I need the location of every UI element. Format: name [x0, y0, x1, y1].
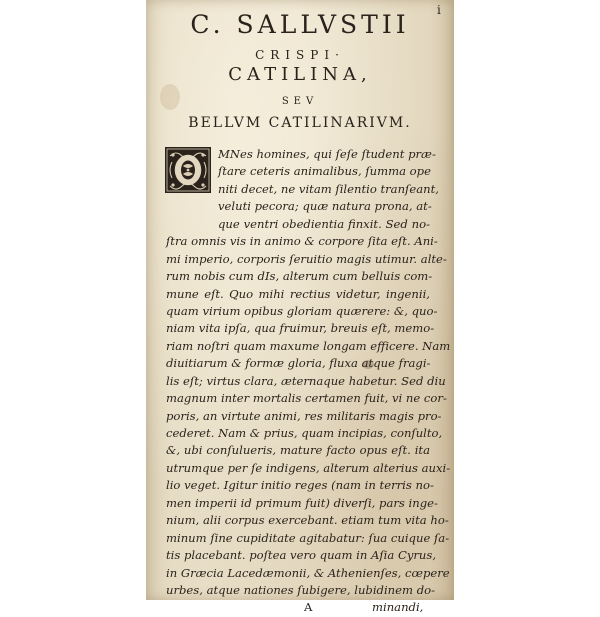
ornamental-initial-icon [164, 146, 220, 202]
signature-mark: A [304, 600, 313, 615]
text-line: urbes, atque nationes ſubigere, lubidinem do- [166, 582, 436, 597]
author-cognomen: CRISPI· [255, 48, 345, 62]
text-line: MNes homines, qui ſeſe ſtudent præ- [218, 147, 436, 161]
text-line: poris, an virtute animi, res militaris magis pro- [166, 408, 442, 423]
alternate-title: BELLVM CATILINARIVM. [188, 115, 412, 131]
text-line: &, ubi conſulueris, mature facto opus eſt. ita [166, 443, 430, 458]
work-title: CATILINA, [228, 64, 372, 85]
body-text [166, 146, 451, 617]
text-line: lis eſt; virtus clara, æternaque habetur. Sed diu [166, 373, 446, 388]
corner-mark: i [437, 3, 441, 17]
catchword: minandi, [372, 600, 424, 615]
text-line: tis placebant. poſtea vero quam in Aſia Cyrus, [166, 548, 437, 563]
text-line: quam virium opibus gloriam quærere: &, quo- [166, 303, 438, 318]
text-line: nium, alii corpus exercebant. etiam tum vita ho- [166, 513, 449, 528]
text-line: minum ſine cupiditate agitabatur: ſua cuique ſa- [166, 530, 450, 545]
text-line: men imperii id primum fuit) diverſi, pars inge- [166, 495, 438, 510]
text-line: niam vita ipſa, qua fruimur, breuis eſt, memo- [166, 321, 435, 336]
decorated-letter-o-icon [164, 146, 212, 194]
text-line: rum nobis cum dIs, alterum cum belluis com- [166, 269, 433, 284]
text-line: magnum inter mortalis certamen fuit, vi ne cor- [166, 391, 447, 406]
text-line: mune eſt. Quo mihi rectius videtur, ingenii, [166, 286, 430, 301]
text-line: ſtare ceteris animalibus, ſumma ope [218, 164, 431, 179]
text-line: in Græcia Lacedæmonii, & Athenienſes, cœpere [166, 565, 450, 580]
text-line: utrumque per ſe indigens, alterum alterius auxi- [166, 460, 451, 475]
text-line: mi imperio, corporis ſeruitio magis utimur. alte- [166, 251, 447, 266]
text-line: que ventri obedientia finxit. Sed no- [218, 216, 430, 231]
text-line: cederet. Nam & prius, quam incipias, conſulto, [166, 426, 443, 440]
title-conjunction: SEV [281, 96, 319, 107]
page-title: C. SALLVSTII [190, 10, 410, 39]
text-line: lio veget. Igitur initio reges (nam in terris no- [166, 478, 434, 493]
text-line: diuitiarum & formæ gloria, fluxa atque fragi- [166, 356, 431, 371]
text-line: riam noſtri quam maxume longam efficere. Nam [166, 338, 451, 353]
signature-line [166, 599, 430, 616]
text-line: niti decet, ne vitam ſilentio tranſeant, [218, 181, 439, 196]
book-page [146, 0, 454, 615]
text-line: veluti pecora; quæ natura prona, at- [218, 199, 432, 214]
text-line: ſtra omnis vis in animo & corpore ſita eſt. Ani- [166, 234, 438, 249]
